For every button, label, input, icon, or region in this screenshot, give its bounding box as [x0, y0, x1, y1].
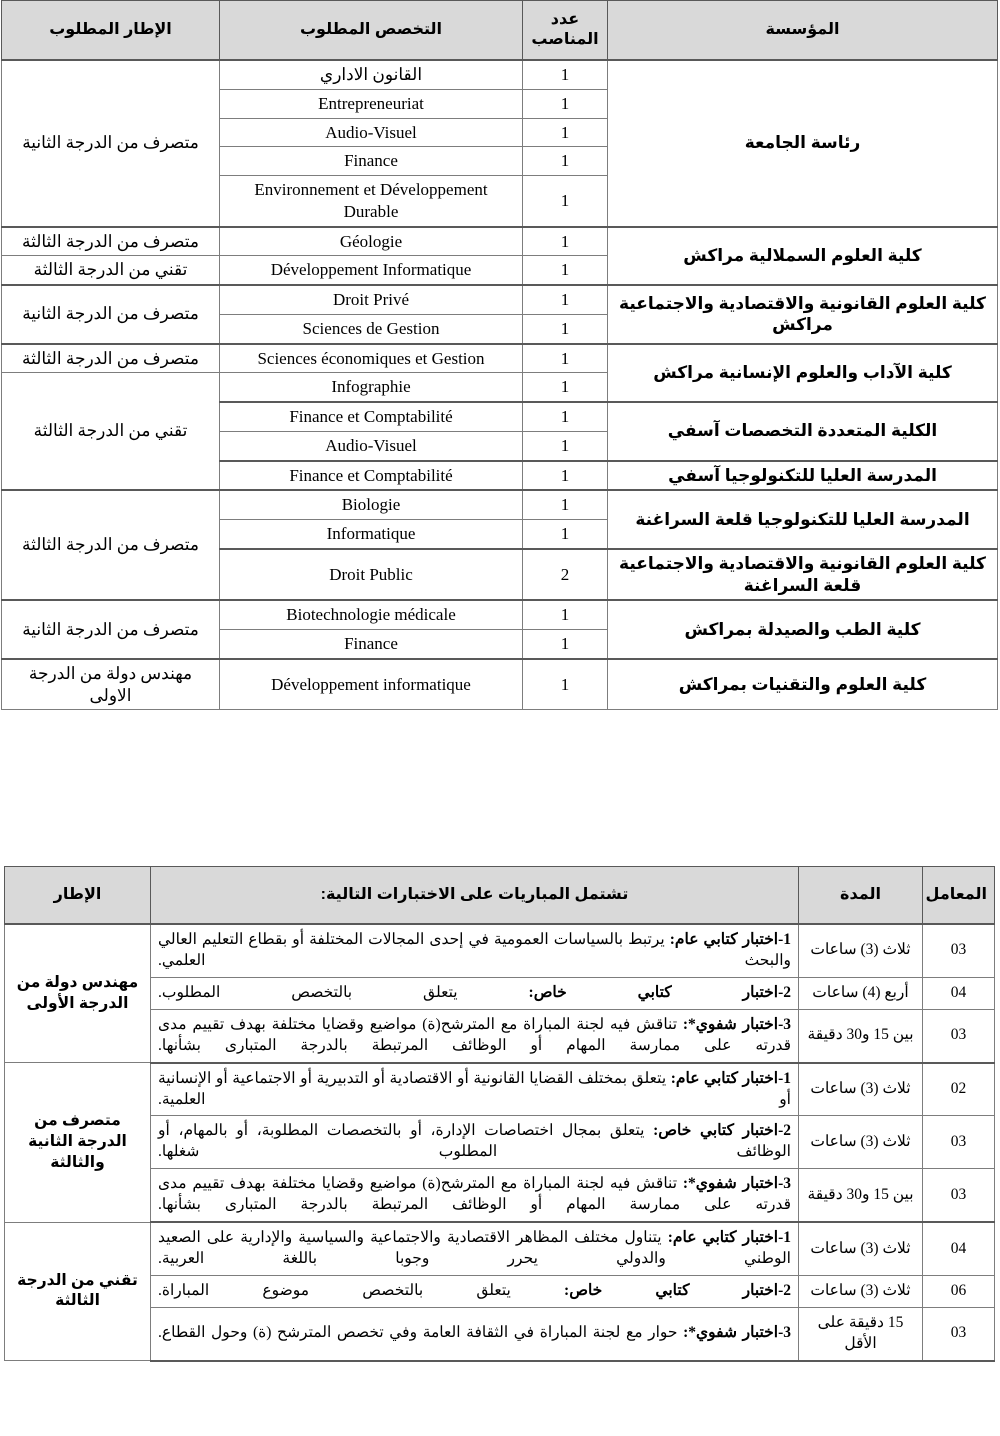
exam-label: 1-اختبار كتابي عام:: [667, 1229, 791, 1247]
post-count-cell: 1: [523, 314, 608, 343]
post-count-cell: 1: [523, 402, 608, 431]
exam-label: 2-اختبار كتابي خاص:: [653, 1122, 791, 1140]
header-description: تشتمل المباريات على الاختبارات التالية:: [151, 867, 799, 925]
exam-text: تناقش فيه لجنة المباراة مع المترشح(ة) مواضيع وقضايا مختلفة بهدف تقييم مدى قدرته على ممارسة المهام أو الوظائف المرتبطة بالدرجة المتبارى بشأنها.: [158, 1015, 791, 1054]
post-count-cell: 1: [523, 147, 608, 176]
frame-cell: متصرف من الدرجة الثانية: [2, 285, 220, 344]
post-count-cell: 1: [523, 227, 608, 256]
exams-table: [4, 866, 995, 1362]
post-count-cell: 2: [523, 549, 608, 601]
table-row: [2, 490, 998, 519]
duration-cell: ثلاث (3) ساعات: [799, 1275, 923, 1307]
post-count-cell: 1: [523, 60, 608, 89]
frame-cell: متصرف من الدرجة الثالثة: [2, 344, 220, 373]
post-count-cell: 1: [523, 176, 608, 227]
exam-label: 3-اختبار شفوي*:: [683, 1324, 791, 1342]
coefficient-cell: 03: [923, 1116, 995, 1169]
exam-description-cell: [151, 1275, 799, 1307]
specialty-cell: Informatique: [220, 520, 523, 549]
specialty-cell: Droit Public: [220, 549, 523, 601]
table-row: [2, 285, 998, 314]
header-exam-frame: الإطار: [5, 867, 151, 925]
exam-frame-cell: تقني من الدرجة الثالثة: [5, 1222, 151, 1361]
exam-label: 1-اختبار كتابي عام:: [670, 1069, 791, 1087]
coefficient-cell: 04: [923, 1222, 995, 1275]
frame-cell: مهندس دولة من الدرجة الاولى: [2, 659, 220, 710]
exam-description-cell: [151, 1169, 799, 1222]
institution-cell: كلية العلوم القانونية والاقتصادية والاجتماعية قلعة السراغنة: [608, 549, 998, 601]
frame-cell: تقني من الدرجة الثالثة: [2, 256, 220, 285]
duration-cell: ثلاث (3) ساعات: [799, 1063, 923, 1116]
institution-cell: المدرسة العليا للتكنولوجيا قلعة السراغنة: [608, 490, 998, 549]
duration-cell: 15 دقيقة على الأقل: [799, 1307, 923, 1360]
specialty-cell: Sciences de Gestion: [220, 314, 523, 343]
specialty-cell: Audio-Visuel: [220, 118, 523, 147]
exam-label: 3-اختبار شفوي*:: [682, 1175, 791, 1193]
exam-description-cell: [151, 977, 799, 1009]
exam-description-cell: [151, 1063, 799, 1116]
institution-cell: الكلية المتعددة التخصصات آسفي: [608, 402, 998, 461]
specialty-cell: Finance: [220, 630, 523, 659]
frame-cell: متصرف من الدرجة الثانية: [2, 600, 220, 659]
exam-text: يتعلق بالتخصص موضوع المباراة.: [158, 1281, 565, 1299]
table-row: [2, 60, 998, 89]
table-row: [2, 659, 998, 710]
institution-cell: كلية الطب والصيدلة بمراكش: [608, 600, 998, 659]
header-count: عدد المناصب: [523, 1, 608, 61]
specialty-cell: Environnement et Développement Durable: [220, 176, 523, 227]
table-row: [5, 924, 995, 977]
frame-cell: متصرف من الدرجة الثانية: [2, 60, 220, 227]
table-row: [2, 227, 998, 256]
specialty-cell: Finance et Comptabilité: [220, 402, 523, 431]
specialty-cell: Entrepreneuriat: [220, 89, 523, 118]
exam-frame-cell: مهندس دولة من الدرجة الأولى: [5, 924, 151, 1063]
coefficient-cell: 03: [923, 1009, 995, 1062]
exam-description-cell: [151, 924, 799, 977]
specialty-cell: Finance et Comptabilité: [220, 461, 523, 491]
posts-table: [1, 0, 998, 710]
header-coefficient: المعامل: [923, 867, 995, 925]
specialty-cell: Géologie: [220, 227, 523, 256]
post-count-cell: 1: [523, 118, 608, 147]
exam-text: يتعلق بالتخصص المطلوب.: [158, 983, 529, 1001]
posts-table-body: [2, 60, 998, 710]
post-count-cell: 1: [523, 461, 608, 491]
specialty-cell: Finance: [220, 147, 523, 176]
table-row: [5, 1063, 995, 1116]
specialty-cell: Développement informatique: [220, 659, 523, 710]
specialty-cell: Audio-Visuel: [220, 431, 523, 460]
table-row: [5, 1222, 995, 1275]
table-row: [5, 1275, 995, 1307]
post-count-cell: 1: [523, 344, 608, 373]
header-institution: المؤسسة: [608, 1, 998, 61]
post-count-cell: 1: [523, 285, 608, 314]
post-count-cell: 1: [523, 256, 608, 285]
institution-cell: كلية العلوم والتقنيات بمراكش: [608, 659, 998, 710]
exam-text: يتناول مختلف المظاهر الاقتصادية والاجتماعية والسياسية والإدارية على الصعيد الوطني والدولي يحرر وجوبا باللغة العربية.: [158, 1229, 791, 1268]
exam-description-cell: [151, 1307, 799, 1360]
coefficient-cell: 03: [923, 1169, 995, 1222]
frame-cell: متصرف من الدرجة الثالثة: [2, 227, 220, 256]
table-row: [5, 1307, 995, 1360]
table-row: [2, 600, 998, 629]
post-count-cell: 1: [523, 89, 608, 118]
exam-frame-cell: متصرف من الدرجة الثانية والثالثة: [5, 1063, 151, 1223]
coefficient-cell: 02: [923, 1063, 995, 1116]
coefficient-cell: 03: [923, 924, 995, 977]
table-row: [5, 1009, 995, 1062]
exam-text: يتعلق بمختلف القضايا القانونية أو الاقتصادية أو التدبيرية أو الاجتماعية أو الإنسانية أو العلمية.: [158, 1069, 791, 1108]
institution-cell: كلية العلوم السملالية مراكش: [608, 227, 998, 286]
posts-table-header-row: [2, 1, 998, 61]
header-duration: المدة: [799, 867, 923, 925]
specialty-cell: Biotechnologie médicale: [220, 600, 523, 629]
specialty-cell: Infographie: [220, 373, 523, 402]
post-count-cell: 1: [523, 490, 608, 519]
exams-table-body: [5, 924, 995, 1361]
duration-cell: ثلاث (3) ساعات: [799, 924, 923, 977]
exam-label: 2-اختبار كتابي خاص:: [528, 983, 791, 1001]
institution-cell: كلية العلوم القانونية والاقتصادية والاجتماعية مراكش: [608, 285, 998, 344]
duration-cell: ثلاث (3) ساعات: [799, 1222, 923, 1275]
table-row: [5, 1169, 995, 1222]
coefficient-cell: 04: [923, 977, 995, 1009]
post-count-cell: 1: [523, 600, 608, 629]
exam-text: يرتبط بالسياسات العمومية في إحدى المجالات المختلفة أو بقطاع التعليم العالي والبحث العلمي.: [158, 931, 791, 969]
exam-text: يتعلق بمجال اختصاصات الإدارة، أو بالتخصصات المطلوبة، أو بالمهام، أو الوظائف المطلوب شغلها.: [158, 1122, 791, 1161]
header-frame: الإطار المطلوب: [2, 1, 220, 61]
exam-description-cell: [151, 1009, 799, 1062]
duration-cell: أربع (4) ساعات: [799, 977, 923, 1009]
specialty-cell: Sciences économiques et Gestion: [220, 344, 523, 373]
table-row: [2, 344, 998, 373]
exam-text: حوار مع لجنة المباراة في الثقافة العامة وفي تخصص المترشح (ة) وحول القطاع.: [158, 1324, 684, 1342]
post-count-cell: 1: [523, 630, 608, 659]
specialty-cell: Développement Informatique: [220, 256, 523, 285]
post-count-cell: 1: [523, 520, 608, 549]
specialty-cell: Droit Privé: [220, 285, 523, 314]
duration-cell: ثلاث (3) ساعات: [799, 1116, 923, 1169]
post-count-cell: 1: [523, 659, 608, 710]
specialty-cell: Biologie: [220, 490, 523, 519]
table-row: [5, 977, 995, 1009]
institution-cell: رئاسة الجامعة: [608, 60, 998, 227]
coefficient-cell: 03: [923, 1307, 995, 1360]
exam-label: 1-اختبار كتابي عام:: [669, 931, 792, 948]
coefficient-cell: 06: [923, 1275, 995, 1307]
exam-text: تناقش فيه لجنة المباراة مع المترشح(ة) مواضيع وقضايا مختلفة بهدف تقييم مدى قدرته على ممارسة المهام أو الوظائف المرتبطة بالدرجة المتبارى بشأنها.: [158, 1175, 791, 1214]
frame-cell: تقني من الدرجة الثالثة: [2, 373, 220, 491]
institution-cell: المدرسة العليا للتكنولوجيا آسفي: [608, 461, 998, 491]
table-row: [5, 1116, 995, 1169]
header-specialty: التخصص المطلوب: [220, 1, 523, 61]
duration-cell: بين 15 و30 دقيقة: [799, 1169, 923, 1222]
exam-label: 2-اختبار كتابي خاص:: [564, 1281, 791, 1299]
exam-description-cell: [151, 1116, 799, 1169]
exams-table-header-row: [5, 867, 995, 925]
exam-description-cell: [151, 1222, 799, 1275]
frame-cell: متصرف من الدرجة الثالثة: [2, 490, 220, 600]
post-count-cell: 1: [523, 373, 608, 402]
exam-label: 3-اختبار شفوي*:: [682, 1015, 791, 1033]
post-count-cell: 1: [523, 431, 608, 460]
institution-cell: كلية الآداب والعلوم الإنسانية مراكش: [608, 344, 998, 403]
specialty-cell: القانون الاداري: [220, 60, 523, 89]
duration-cell: بين 15 و30 دقيقة: [799, 1009, 923, 1062]
